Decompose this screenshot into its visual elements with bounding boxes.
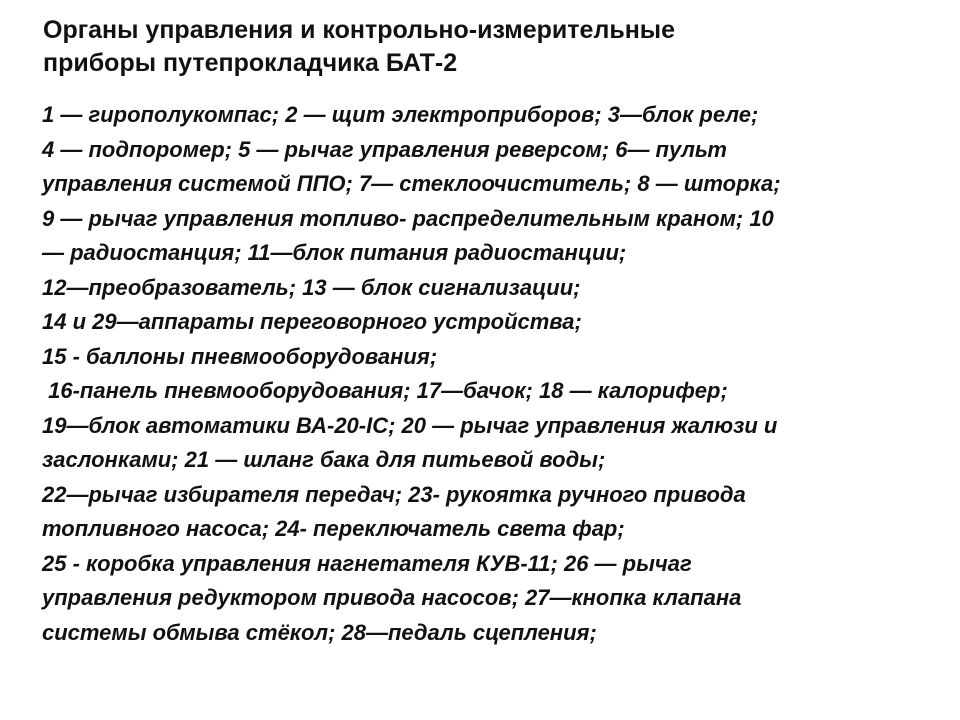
legend-line: 22—рычаг избирателя передач; 23- рукоятка ручного привода: [42, 481, 746, 507]
legend-line: 9 — рычаг управления топливо- распределительным краном; 10: [42, 205, 774, 231]
legend-line: заслонками; 21 — шланг бака для питьевой воды;: [42, 447, 606, 472]
slide-title: [43, 14, 923, 80]
legend-line: 16-панель пневмооборудования; 17—бачок; 18 — калорифер;: [42, 378, 728, 403]
title-line: приборы путепрокладчика БАТ-2: [43, 49, 458, 77]
legend-line: 15 - баллоны пневмооборудования;: [42, 343, 438, 369]
legend-line: — радиостанция; 11—блок питания радиостанции;: [42, 240, 627, 265]
legend-line: 25 - коробка управления нагнетателя КУВ-11; 26 — рычаг: [42, 550, 692, 576]
legend-line: топливного насоса; 24- переключатель света фар;: [42, 516, 625, 541]
legend-text: [42, 98, 932, 650]
legend-line: 4 — подпоромер; 5 — рычаг управления реверсом; 6— пульт: [42, 136, 727, 162]
legend-line: 12—преобразователь; 13 — блок сигнализации;: [42, 274, 581, 300]
legend-line: 14 и 29—аппараты переговорного устройства;: [42, 309, 582, 334]
legend-line: 19—блок автоматики ВА-20-IC; 20 — рычаг управления жалюзи и: [42, 412, 778, 438]
legend-line: системы обмыва стёкол; 28—педаль сцепления;: [42, 619, 597, 645]
legend-line: управления системой ППО; 7— стеклоочиститель; 8 — шторка;: [42, 171, 781, 196]
legend-line: управления редуктором привода насосов; 27—кнопка клапана: [42, 585, 742, 610]
title-line: Органы управления и контрольно-измерительные: [43, 16, 676, 44]
legend-line: 1 — гирополукомпас; 2 — щит электроприборов; 3—блок реле;: [42, 102, 759, 127]
